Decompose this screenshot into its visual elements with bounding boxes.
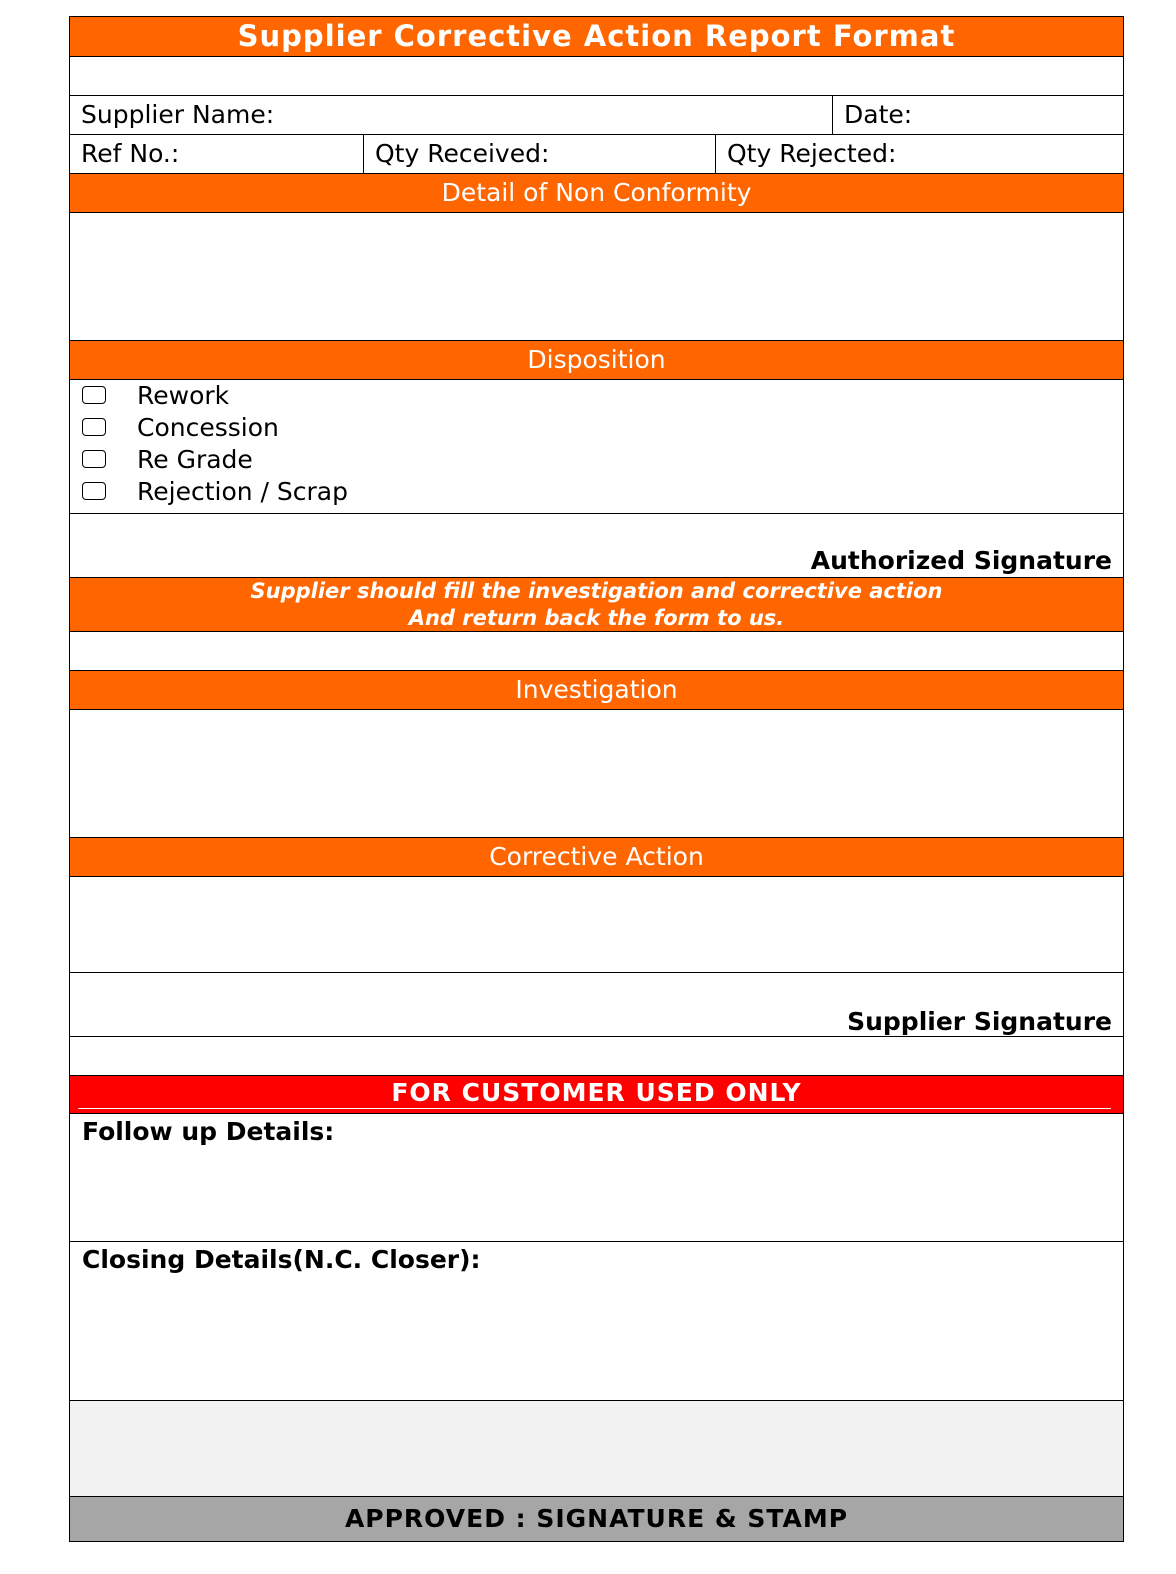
customer-only-label: FOR CUSTOMER USED ONLY	[391, 1078, 802, 1107]
customer-only-bar	[70, 1076, 1123, 1114]
re-grade-checkbox[interactable]	[82, 450, 106, 468]
concession-checkbox[interactable]	[82, 418, 106, 436]
form-title-bar	[70, 17, 1123, 57]
supplier-signature-row[interactable]	[70, 973, 1123, 1037]
approved-label: APPROVED : SIGNATURE & STAMP	[344, 1504, 849, 1533]
form-title: Supplier Corrective Action Report Format	[237, 19, 956, 53]
rework-checkbox[interactable]	[82, 386, 106, 404]
ref-no-field[interactable]: Ref No.:	[81, 139, 180, 168]
supplier-note-line2: And return back the form to us.	[408, 606, 785, 630]
option-label: Rejection / Scrap	[137, 477, 348, 506]
divider	[78, 1108, 1111, 1109]
qty-received-field[interactable]: Qty Received:	[363, 135, 715, 173]
blank-row	[70, 57, 1123, 96]
blank-row	[70, 1037, 1123, 1076]
closing-label: Closing Details(N.C. Closer):	[82, 1245, 481, 1274]
ref-qty-row	[70, 135, 1123, 174]
supplier-signature-label: Supplier Signature	[847, 1007, 1112, 1036]
option-label: Concession	[137, 413, 279, 442]
disposition-options	[70, 380, 1123, 514]
blank-row	[70, 632, 1123, 671]
supplier-name-field[interactable]: Supplier Name:	[81, 100, 275, 129]
report-form	[69, 16, 1124, 1542]
nonconformity-box[interactable]	[70, 213, 1123, 341]
disposition-title: Disposition	[527, 345, 666, 374]
option-label: Re Grade	[137, 445, 253, 474]
date-field[interactable]: Date:	[832, 96, 1123, 134]
nonconformity-title: Detail of Non Conformity	[441, 178, 752, 207]
corrective-action-box[interactable]	[70, 877, 1123, 973]
rejection-scrap-checkbox[interactable]	[82, 482, 106, 500]
authorized-signature-label: Authorized Signature	[810, 546, 1112, 575]
follow-up-box[interactable]	[70, 1114, 1123, 1242]
qty-rejected-field[interactable]: Qty Rejected:	[715, 135, 1123, 173]
follow-up-label: Follow up Details:	[82, 1117, 335, 1146]
investigation-box[interactable]	[70, 710, 1123, 838]
authorized-signature-row[interactable]	[70, 514, 1123, 578]
option-label: Rework	[137, 381, 230, 410]
closing-box[interactable]	[70, 1242, 1123, 1401]
corrective-action-title: Corrective Action	[489, 842, 704, 871]
investigation-title: Investigation	[515, 675, 678, 704]
supplier-date-row	[70, 96, 1123, 135]
nonconformity-header	[70, 174, 1123, 213]
stamp-area[interactable]	[70, 1401, 1123, 1497]
investigation-header	[70, 671, 1123, 710]
disposition-header	[70, 341, 1123, 380]
supplier-note-line1: Supplier should fill the investigation and corrective action	[250, 579, 943, 603]
approved-bar	[70, 1497, 1123, 1541]
supplier-note-bar	[70, 578, 1123, 632]
corrective-action-header	[70, 838, 1123, 877]
